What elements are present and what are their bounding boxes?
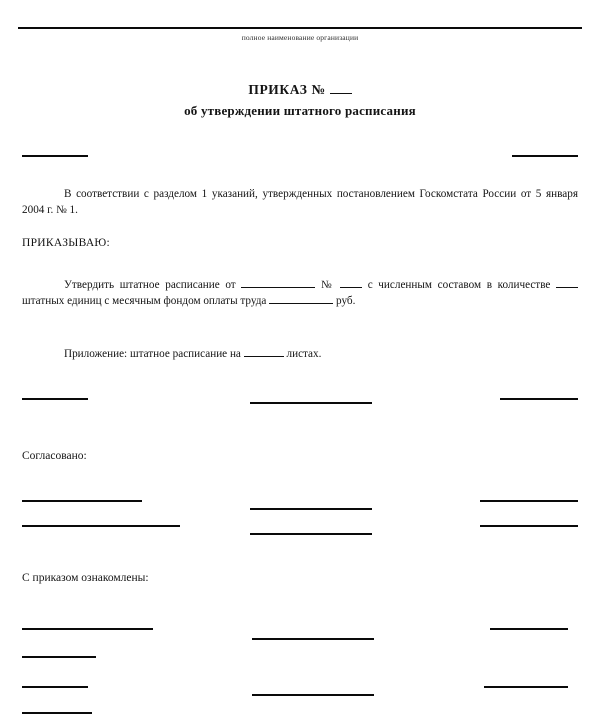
header-rule-left[interactable] (22, 155, 88, 157)
intro-paragraph: В соответствии с разделом 1 указаний, утвержденных постановлением Госкомстата России от 5 января 2004 г. № 1. (22, 188, 578, 216)
acquainted-rule-right-1[interactable] (490, 628, 568, 630)
sheet-count-blank[interactable] (244, 356, 284, 357)
schedule-date-blank[interactable] (241, 287, 315, 288)
acquainted-rule-left-4[interactable] (22, 712, 92, 714)
agreed-rule-center-2[interactable] (250, 533, 372, 535)
approve-text-1: Утвердить штатное расписание от (64, 279, 236, 291)
signature-rule-left[interactable] (22, 398, 88, 400)
appendix-text-2: листах. (286, 348, 322, 360)
appendix-paragraph (22, 346, 578, 362)
header-rule-right[interactable] (512, 155, 578, 157)
page-title-text: ПРИКАЗ № (248, 82, 326, 97)
approve-text-2: № (320, 279, 335, 291)
acquainted-rule-left-1[interactable] (22, 628, 153, 630)
schedule-number-blank[interactable] (340, 287, 362, 288)
acquainted-label: С приказом ознакомлены: (22, 572, 149, 584)
agreed-rule-left-1[interactable] (22, 500, 142, 502)
acquainted-rule-left-3[interactable] (22, 686, 88, 688)
agreed-rule-left-2[interactable] (22, 525, 180, 527)
acquainted-rule-right-2[interactable] (484, 686, 568, 688)
title-block (0, 82, 600, 119)
signature-rule-center[interactable] (250, 402, 372, 404)
organisation-name-caption: полное наименование организации (241, 33, 359, 42)
agreed-rule-center-1[interactable] (250, 508, 372, 510)
page-subtitle: об утверждении штатного расписания (184, 103, 416, 118)
approve-paragraph (22, 277, 578, 309)
acquainted-rule-center-2[interactable] (252, 694, 374, 696)
headcount-blank[interactable] (556, 287, 578, 288)
acquainted-rule-center-1[interactable] (252, 638, 374, 640)
payroll-fund-blank[interactable] (269, 303, 333, 304)
approve-text-4: штатных единиц с месячным фондом оплаты труда (22, 295, 267, 307)
approve-text-5: руб. (336, 295, 356, 307)
appendix-text-1: Приложение: штатное расписание на (64, 348, 241, 360)
header-top-rule (18, 27, 582, 29)
agreed-rule-right-2[interactable] (480, 525, 578, 527)
acquainted-rule-left-2[interactable] (22, 656, 96, 658)
signature-rule-right[interactable] (500, 398, 578, 400)
page-title (0, 82, 600, 98)
agreed-rule-right-1[interactable] (480, 500, 578, 502)
approve-text-3: с численным составом в количестве (367, 279, 551, 291)
order-number-blank[interactable] (330, 93, 352, 94)
agreed-label: Согласовано: (22, 450, 87, 462)
order-keyword: ПРИКАЗЫВАЮ: (22, 237, 111, 249)
